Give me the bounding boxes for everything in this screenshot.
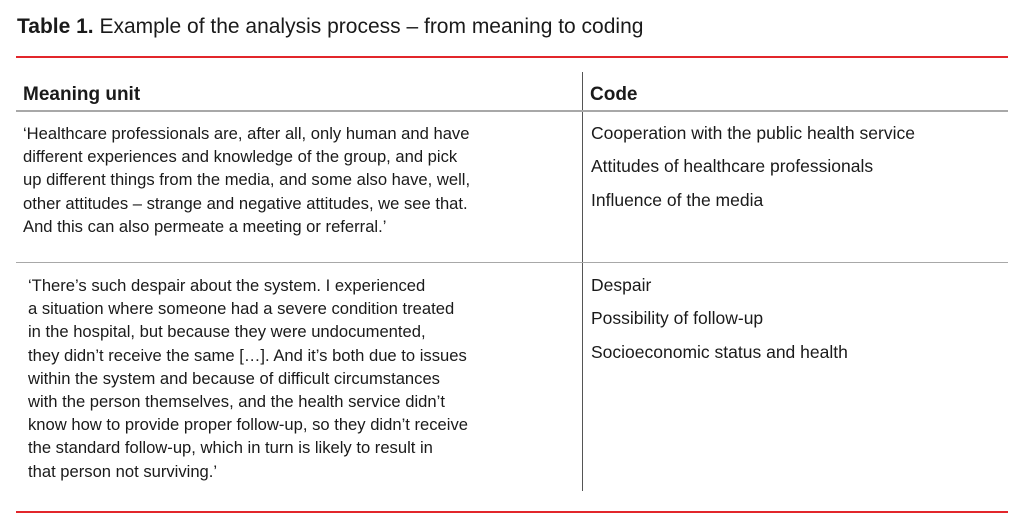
meaning-unit-line: And this can also permeate a meeting or referral.’ xyxy=(23,216,387,236)
meaning-unit-line: within the system and because of difficult circumstances xyxy=(28,368,440,388)
meaning-unit-line: ‘There’s such despair about the system. I experienced xyxy=(28,276,426,295)
code-item: Influence of the media xyxy=(591,189,764,210)
meaning-unit-line: ‘Healthcare professionals are, after all, only human and have xyxy=(23,124,470,143)
meaning-unit-line: up different things from the media, and some also have, well, xyxy=(23,170,471,190)
table-row-2-codes xyxy=(591,274,848,374)
table-row-1-meaning-unit xyxy=(23,122,470,238)
table-title: Example of the analysis process – from meaning to coding xyxy=(99,15,644,38)
column-divider xyxy=(582,72,583,491)
meaning-unit-line: know how to provide proper follow-up, so they didn’t receive xyxy=(28,415,468,435)
header-rule xyxy=(16,110,1008,112)
code-item: Cooperation with the public health service xyxy=(591,123,915,143)
meaning-unit-line: the standard follow-up, which in turn is likely to result in xyxy=(28,438,433,458)
table-row-2-meaning-unit xyxy=(28,274,468,483)
meaning-unit-line: a situation where someone had a severe condition treated xyxy=(28,299,455,319)
meaning-unit-line: with the person themselves, and the health service didn’t xyxy=(28,391,445,411)
meaning-unit-line: different experiences and knowledge of the group, and pick xyxy=(23,147,458,167)
table-caption xyxy=(17,15,643,39)
code-item: Despair xyxy=(591,275,652,295)
code-item: Attitudes of healthcare professionals xyxy=(591,156,874,177)
header-meaning-unit: Meaning unit xyxy=(23,84,141,105)
table-row-1-codes xyxy=(591,122,915,222)
code-item: Possibility of follow-up xyxy=(591,308,764,329)
row-rule xyxy=(16,262,1008,263)
meaning-unit-line: other attitudes – strange and negative attitudes, we see that. xyxy=(23,193,468,213)
table-label: Table 1. xyxy=(17,15,94,38)
meaning-unit-line: that person not surviving.’ xyxy=(28,461,218,481)
header-code: Code xyxy=(590,84,638,105)
meaning-unit-line: in the hospital, but because they were undocumented, xyxy=(28,322,426,342)
bottom-rule xyxy=(16,511,1008,513)
code-item: Socioeconomic status and health xyxy=(591,341,848,362)
meaning-unit-line: they didn’t receive the same […]. And it’s both due to issues xyxy=(28,345,467,365)
top-rule xyxy=(16,56,1008,58)
